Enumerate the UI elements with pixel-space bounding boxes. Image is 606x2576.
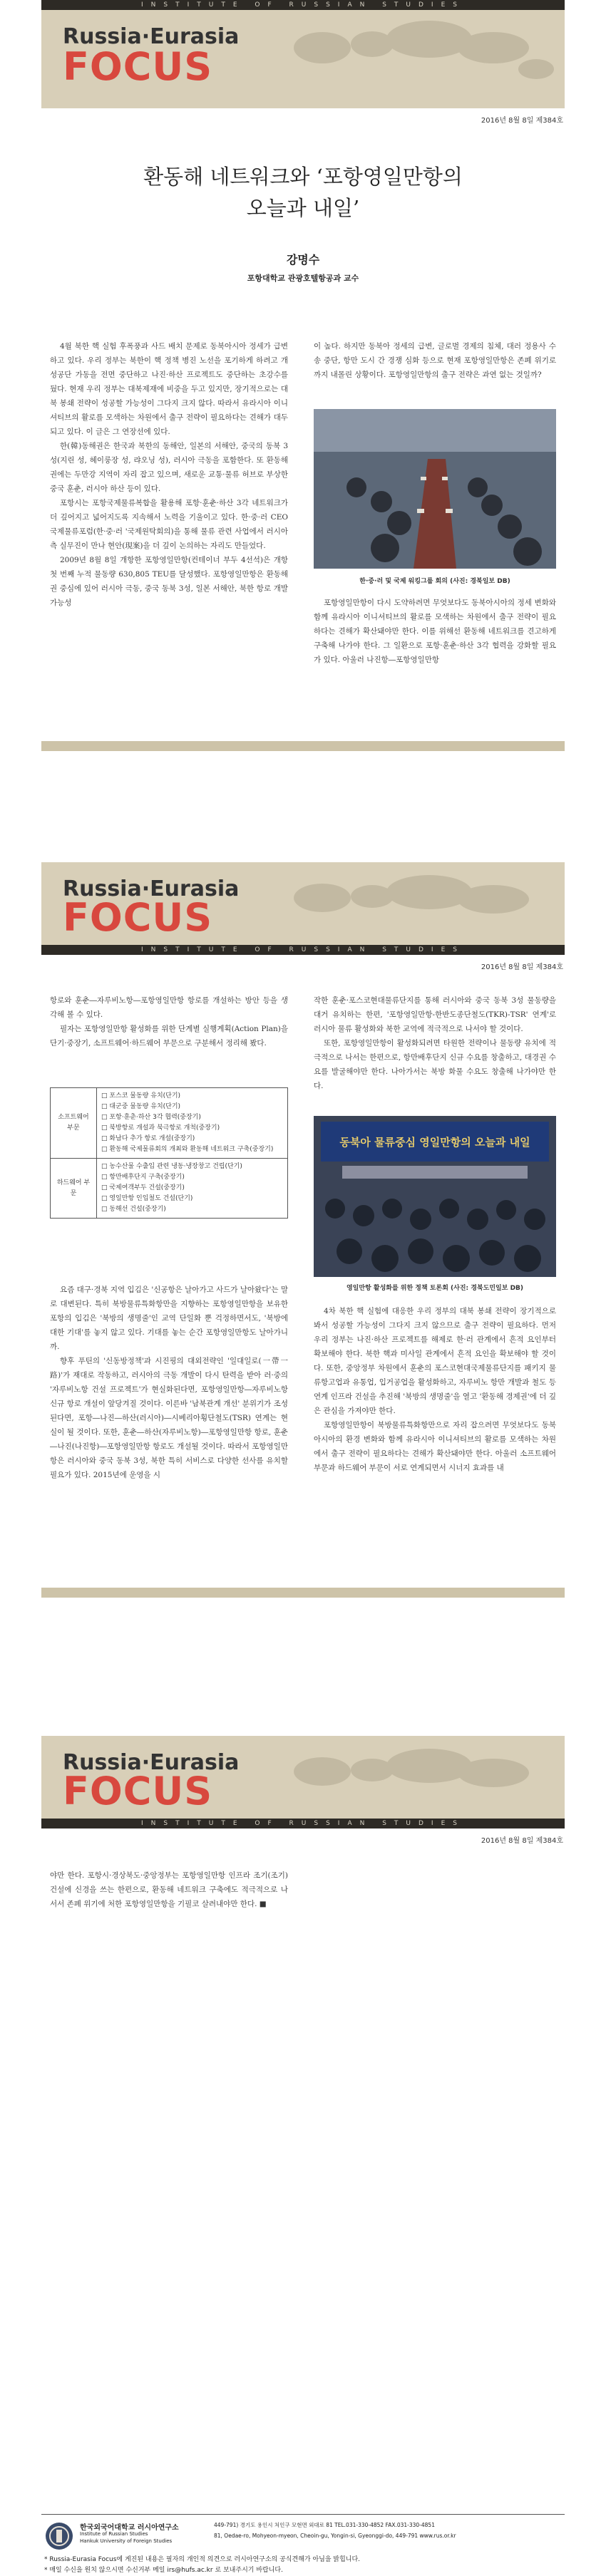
org-name: 한국외국어대학교 러시아연구소	[80, 2524, 179, 2532]
institute-logo	[44, 2521, 74, 2551]
page-divider	[41, 1588, 565, 1598]
brand-name: Russia·Eurasia	[63, 1750, 240, 1775]
table-items	[97, 1159, 288, 1219]
paragraph: 야만 한다. 포항시·경상북도·중앙정부는 포항영일만항 인프라 조기(조기) 건설에 신경을 쓰는 한편으로, 환동해 네트워크 구축에도 적극적으로 나서서 존폐 위기에 처한 포항영일만항을 기필코 살려내야만 한다. ■	[50, 1871, 288, 1908]
paragraph: 작한 훈춘·포스코현대물류단지를 통해 러시아와 중국 동북 3성 물동량을 대거 유치하는 한편, '포항영일만항-한반도종단철도(TKR)-TSR' 연계'로 러시아 물류 활성화와 북한 교역에 적극적으로 나서야 할 것이다.	[314, 996, 556, 1033]
masthead-banner	[41, 0, 565, 108]
masthead-banner	[41, 1736, 565, 1828]
table-items	[97, 1088, 288, 1159]
article-title-line2: 오늘과 내일’	[246, 196, 360, 220]
brand-focus: FOCUS	[63, 44, 213, 89]
table-row	[51, 1159, 288, 1219]
footer-rule	[41, 2514, 565, 2515]
page-3	[41, 1736, 565, 2163]
world-map-graphic	[265, 0, 565, 108]
paragraph: 포항시는 포항국제물류복합을 활용해 포항·훈춘·하산 3각 네트워크가 더 깊어지고 넓어지도록 지속해서 노력을 기울이고 있다. 한·중·러 CEO 국제물류포럼(한·중·러 '국제원탁회의)을 통해 물류 관련 사업에서 러시아 측 실무진이 만나 현안(現案)을 더 깊이 논의하는 자리도 만들었다.	[50, 499, 288, 550]
p2-left-column-top	[50, 993, 288, 1050]
table-category: 하드웨어 부문	[51, 1159, 97, 1219]
photo-banner-text: 동북아 물류중심 영일만항의 오늘과 내일	[339, 1136, 530, 1149]
paragraph: 2009년 8월 8일 개항한 포항영일만항(컨테이너 부두 4선석)은 개항 첫 번째 누적 물동량 630,805 TEU를 달성했다. 포항영일만항은 환동해권 중심에 있어 러시아 극동, 중국 동북 3성, 일본 서해안, 북한 항로 개발 가능성	[50, 556, 288, 607]
paragraph: 4월 북한 핵 실험 후폭풍과 사드 배치 문제로 동북아시아 정세가 급변하고 있다. 우리 정부는 북한이 핵 정책 병진 노선을 포기하게 하려고 개성공단 가동을 전면 중단하고 나진·하산 프로젝트도 중단하는 초강수를 뒀다. 현재 우리 정부는 대북제재에 비중을 두고 있지만, 장기적으로는 대북 봉쇄 전략이 성공할 가능성이 그다지 크지 않다. 따라서 유라시아 이니셔티브의 활로를 모색하는 차원에서 출구 전략이 필요하다는 견해가 대두되고 있다. 이 글은 그 연장선에 있다.	[50, 342, 288, 436]
page-1	[41, 0, 565, 755]
org-univ-en: Hankuk University of Foreign Studies	[80, 2538, 173, 2544]
article-title-line1: 환동해 네트워크와 ‘포항영일만항의	[143, 165, 463, 189]
list-item: □ 대군중 물동량 유치(단기)	[101, 1103, 181, 1110]
paragraph: 또한, 포항영일만항이 활성화되려면 타원한 전략이나 물동량 유치에 적극적으로 나서는 한편으로, 항만배후단지 신규 수요를 창출하고, 대경권 수요를 발굴해야만 한다. 나아가서는 북방 화물 수요도 창출해 나가야만 한다.	[314, 1039, 556, 1090]
world-map-graphic	[265, 862, 565, 955]
p2-left-column-bottom	[50, 1283, 288, 1482]
list-item: □ 화남다 추가 항로 개설(중장기)	[101, 1135, 195, 1142]
action-plan-table	[50, 1087, 288, 1219]
list-item: □ 동해선 건설(중장기)	[101, 1206, 166, 1213]
institute-strip: INSTITUTE OF RUSSIAN STUDIES	[41, 945, 565, 955]
list-item: □ 농수산물 수출입 관련 냉동·냉장창고 건립(단기)	[101, 1163, 242, 1170]
affiliation: 포항대학교 관광호텔항공과 교수	[247, 274, 359, 283]
list-item: □ 환동해 국제물류회의 개최와 환동해 네트워크 구축(중장기)	[101, 1146, 274, 1153]
paragraph: 항로와 훈춘―자루비노항―포항영일만항 항로를 개설하는 방안 등을 생각해 볼 수 있다.	[50, 996, 288, 1019]
photo-caption: 영일만항 활성화를 위한 정책 토론회 (사진: 경북도민일보 DB)	[346, 1285, 524, 1292]
unsubscribe-note: * 매일 수신을 원치 않으시면 수신거부 메일 irs@hufs.ac.kr 로 보내주시기 바랍니다.	[44, 2567, 283, 2574]
forum-photo	[314, 1116, 556, 1277]
disclaimer-note: * Russia-Eurasia Focus에 게진된 내용은 필자의 개인적 의견으로 러시아연구소의 공식견해가 아님을 밝힙니다.	[44, 2556, 361, 2563]
p1-right-column-bottom	[314, 596, 556, 667]
brand-name: Russia·Eurasia	[63, 876, 240, 901]
p1-left-column	[50, 339, 288, 610]
paragraph: 이 높다. 하지만 동북아 정세의 급변, 글로벌 경제의 침체, 대러 정용사 수송 중단, 항만 도시 간 경쟁 심화 등으로 현재 포항영일만항은 존폐 위기로까지 내몰린 상황이다. 포항영일만항의 출구 전략은 과연 없는 것일까?	[314, 342, 556, 379]
address-en: 81, Oedae-ro, Mohyeon-myeon, Cheoin-gu, Yongin-si, Gyeonggi-do, 449-791 www.rus.or.kr	[214, 2533, 456, 2539]
paragraph: 포항영일만항이 북방물류특화항만으로 자리 잡으려면 무엇보다도 동북아시아의 환경 변화와 함께 유라시아 이니셔티브의 활로를 모색하는 차원에서 출구 전략이 필요하다는 견해가 확산돼야만 한다. 아울러 소프트웨어 부문과 하드웨어 부문이 서로 연계되면서 시너지 효과를 내	[314, 1421, 556, 1472]
list-item: □ 국제여객부두 건설(중장기)	[101, 1184, 185, 1191]
institute-strip: INSTITUTE OF RUSSIAN STUDIES	[41, 0, 565, 10]
p2-right-column-top	[314, 993, 556, 1093]
paragraph: 필자는 포항영일만항 활성화를 위한 단계별 실행계획(Action Plan)을 단기·중장기, 소프트웨어·하드웨어 부문으로 구분해서 정리해 봤다.	[50, 1025, 288, 1048]
table-category: 소프트웨어 부문	[51, 1088, 97, 1159]
table-row	[51, 1088, 288, 1159]
p1-right-column-top	[314, 339, 556, 382]
paragraph: 향후 푸틴의 '신동방정책'과 시진핑의 대외전략인 '일대일로(一帶一路)'가 재대로 작동하고, 러시아의 극동 개발이 다시 탄력을 받아 러·중의 '자루비노항 건설 프로젝트'가 현실화된다면, 포항영일만항―자루비노항 신규 항로 개설이 앞당겨질 것이다. 이른바 '남북관계 개선' 분위기가 조성된다면, 포항―나진―하산(러시아)―시베리아횡단철도(TSR) 연계는 현실이 될 것이다. 또한, 훈춘―하산(자루비노항)―포항영일만항 항로, 훈춘―나진(나진항)―포항영일만항 항로도 개설될 것이다. 따라서 포항영일만항은 러시아와 중국 동북 3성, 북한 특히 서비스로 다양한 선사를 유치할 필요가 있다. 2015년에 운영을 시	[50, 1357, 288, 1479]
paragraph: 한(韓)동해권은 한국과 북한의 동해안, 일본의 서해안, 중국의 동북 3성(지린 성, 헤이룽장 성, 랴오닝 성), 러시아 극동을 포함한다. 또 환동해권에는 두만강 지역이 자리 잡고 있으며, 새로운 교통·물류 허브로 부상한 중국 훈춘, 러시아 하산 등이 있다.	[50, 442, 288, 493]
institute-strip: INSTITUTE OF RUSSIAN STUDIES	[41, 1819, 565, 1828]
paragraph: 4차 북한 핵 실험에 대응한 우리 정부의 대북 봉쇄 전략이 장기적으로 봐서 성공할 가능성이 그다지 크지 않으므로 출구 전략이 필요하다. 먼저 우리 정부는 나진·하산 프로젝트를 해제로 한·러 관계에서 흔적 요인부터 확보해야 한다. 북한 핵과 미사일 관계에서 흔적 요인을 확보해야 할 것이다. 또한, 중앙정부 차원에서 훈춘의 포스코현대국제물류단지를 패키지 물류항고업과 유통업, 입거공업을 활성화하고, 자루비노 항만 개발과 철도 등 연계 인프라 건설을 추진해 '북방의 생명줄'을 열고 '환동해 경제권'에 더 깊은 관심을 가져야만 한다.	[314, 1307, 556, 1415]
page-2	[41, 862, 565, 1817]
photo-caption: 한·중·러 및 국제 워킹그룹 회의 (사진: 경북일보 DB)	[359, 578, 510, 585]
p2-right-column-bottom	[314, 1304, 556, 1475]
list-item: □ 북방항로 개설과 북극항로 개척(중장기)	[101, 1124, 220, 1132]
issue-date: 2016년 8월 8일 제384호	[481, 1837, 563, 1845]
issue-date: 2016년 8월 8일 제384호	[481, 117, 563, 125]
author: 강명수	[286, 253, 320, 267]
brand-focus: FOCUS	[63, 1769, 213, 1814]
list-item: □ 포스코 물동량 유치(단기)	[101, 1092, 181, 1100]
issue-date: 2016년 8월 8일 제384호	[481, 963, 563, 971]
p3-left-column	[50, 1868, 288, 1911]
address-kr: 449-791) 경기도 용인시 처인구 모현면 외대로 81 TEL.031-330-4852 FAX.031-330-4851	[214, 2522, 435, 2528]
world-map-graphic	[265, 1736, 565, 1828]
brand-name: Russia·Eurasia	[63, 24, 240, 49]
conference-photo	[314, 409, 556, 569]
brand-focus: FOCUS	[63, 895, 213, 940]
list-item: □ 영일만항 인입철도 건설(단기)	[101, 1195, 193, 1202]
paragraph: 요즘 대구·경북 지역 입김은 '신공항은 날아가고 사드가 날아왔다'는 말로 대변된다. 특히 북방물류특화항만을 지향하는 포항영일만항을 보유한 포항의 입김은 '북방의 생명줄'인 교역 단일화 뿐 걱정하면서도, '북방에 대한 기대'를 놓지 않고 있다. 기대를 놓는 순간 포항영일만항도 날아가니까.	[50, 1286, 288, 1351]
list-item: □ 항만배후단지 구축(중장기)	[101, 1174, 185, 1181]
masthead-banner	[41, 862, 565, 955]
list-item: □ 포항·훈춘·하산 3각 협력(중장기)	[101, 1114, 201, 1121]
page-divider	[41, 741, 565, 751]
org-name-en: Institute of Russian Studies	[80, 2531, 148, 2537]
paragraph: 포항영일만항이 다시 도약하려면 무엇보다도 동북아시아의 정세 변화와 함께 유라시아 이니셔티브의 활로를 모색하는 차원에서 출구 전략이 필요하다는 견해가 확산돼야만 한다. 이를 위해선 환동해 네트워크를 견고하게 구축해 나가야 한다. 그 일환으로 포항·훈춘·하산 3각 협력을 강화할 필요가 있다. 아울러 나진항―포항영일만항	[314, 599, 556, 664]
